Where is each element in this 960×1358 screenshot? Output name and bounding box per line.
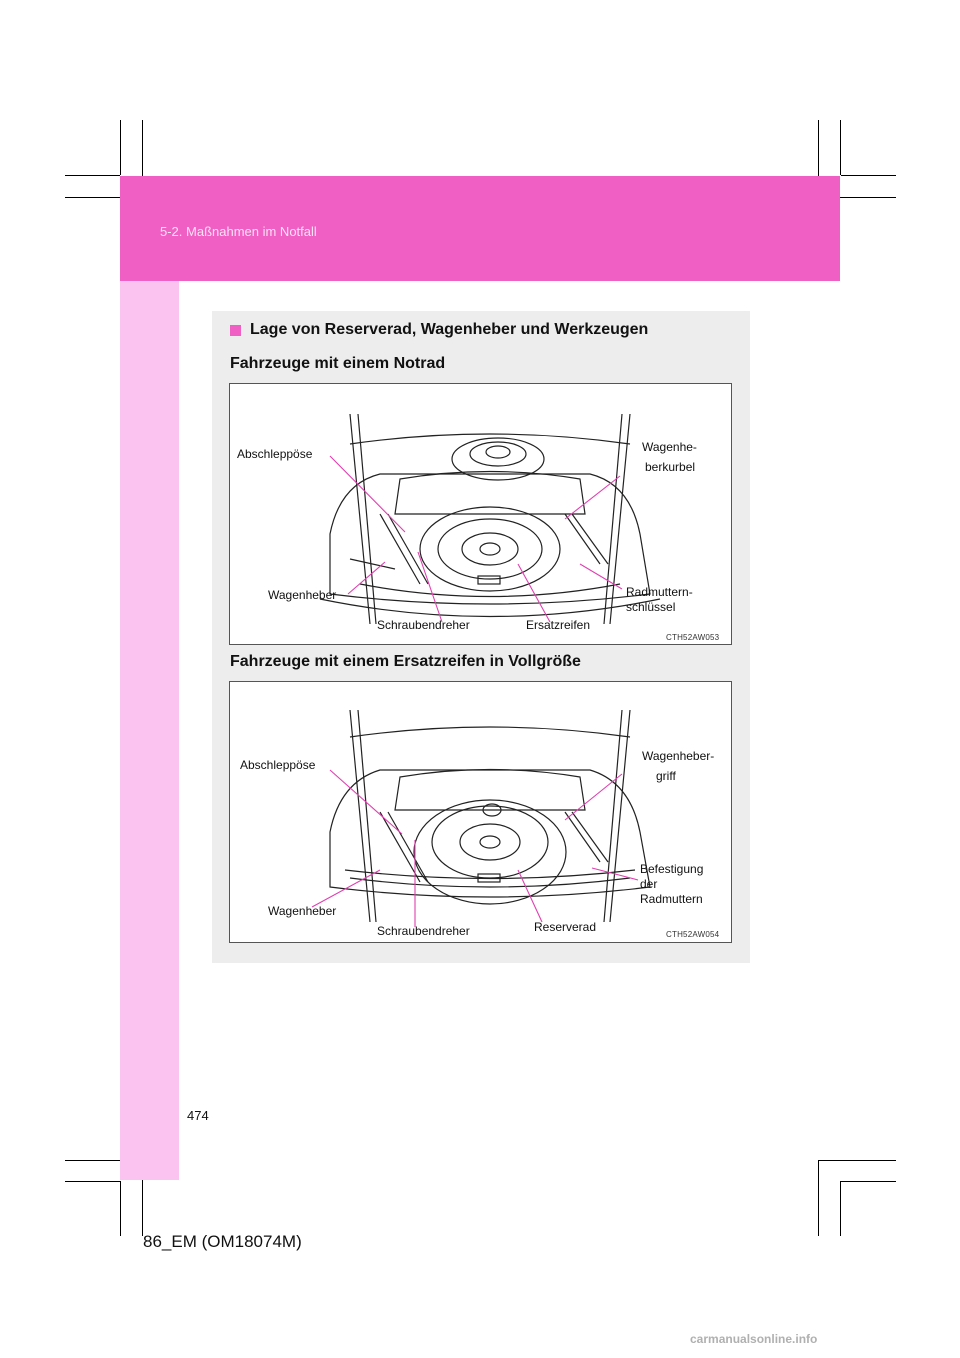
label-befestigung-1: Befestigung <box>640 862 704 876</box>
section-breadcrumb: 5-2. Maßnahmen im Notfall <box>160 224 317 239</box>
label-ersatzreifen: Ersatzreifen <box>526 618 591 632</box>
figure-code: CTH52AW054 <box>666 930 720 939</box>
footer-document-code: 86_EM (OM18074M) <box>143 1232 302 1251</box>
label-radmutternschluessel-1: Radmuttern- <box>626 585 693 599</box>
label-abschleppoese: Abschleppöse <box>240 758 316 772</box>
label-befestigung-2: der <box>640 877 658 891</box>
crop-mark <box>65 1181 120 1182</box>
crop-mark <box>65 175 120 176</box>
label-wagenheberkurbel-1: Wagenhe- <box>642 440 697 454</box>
page-number: 474 <box>187 1108 209 1123</box>
figure-1-illustration <box>229 383 732 645</box>
crop-mark <box>818 1160 819 1236</box>
page-sidebar-band <box>120 281 179 1180</box>
crop-mark <box>818 1160 896 1161</box>
crop-mark <box>120 120 121 175</box>
label-wagenhebergriff-1: Wagenheber- <box>642 749 715 763</box>
figure-2-illustration <box>229 681 732 943</box>
figure-1-heading: Fahrzeuge mit einem Notrad <box>230 355 446 372</box>
label-radmutternschluessel-2: schlüssel <box>626 600 676 614</box>
figure-code: CTH52AW053 <box>666 633 720 642</box>
label-abschleppoese: Abschleppöse <box>237 447 313 461</box>
label-wagenhebergriff-2: griff <box>656 769 676 783</box>
crop-mark <box>841 175 896 176</box>
section-title-text: Lage von Reserverad, Wagenheber und Werkzeugen <box>250 321 649 338</box>
crop-mark <box>840 1181 841 1236</box>
section-title <box>230 321 648 339</box>
crop-mark <box>120 1181 121 1236</box>
crop-mark <box>840 120 841 175</box>
label-befestigung-3: Radmuttern <box>640 892 703 906</box>
label-wagenheberkurbel-2: berkurbel <box>645 460 696 474</box>
figure-2-heading: Fahrzeuge mit einem Ersatzreifen in Vollgröße <box>230 653 581 670</box>
crop-mark <box>841 1181 896 1182</box>
square-bullet-icon <box>230 325 241 336</box>
label-schraubendreher: Schraubendreher <box>377 924 470 938</box>
label-schraubendreher: Schraubendreher <box>377 618 470 632</box>
watermark: carmanualsonline.info <box>690 1332 818 1346</box>
label-wagenheber: Wagenheber <box>268 904 337 918</box>
label-wagenheber: Wagenheber <box>268 588 337 602</box>
label-reserverad: Reserverad <box>534 920 597 934</box>
